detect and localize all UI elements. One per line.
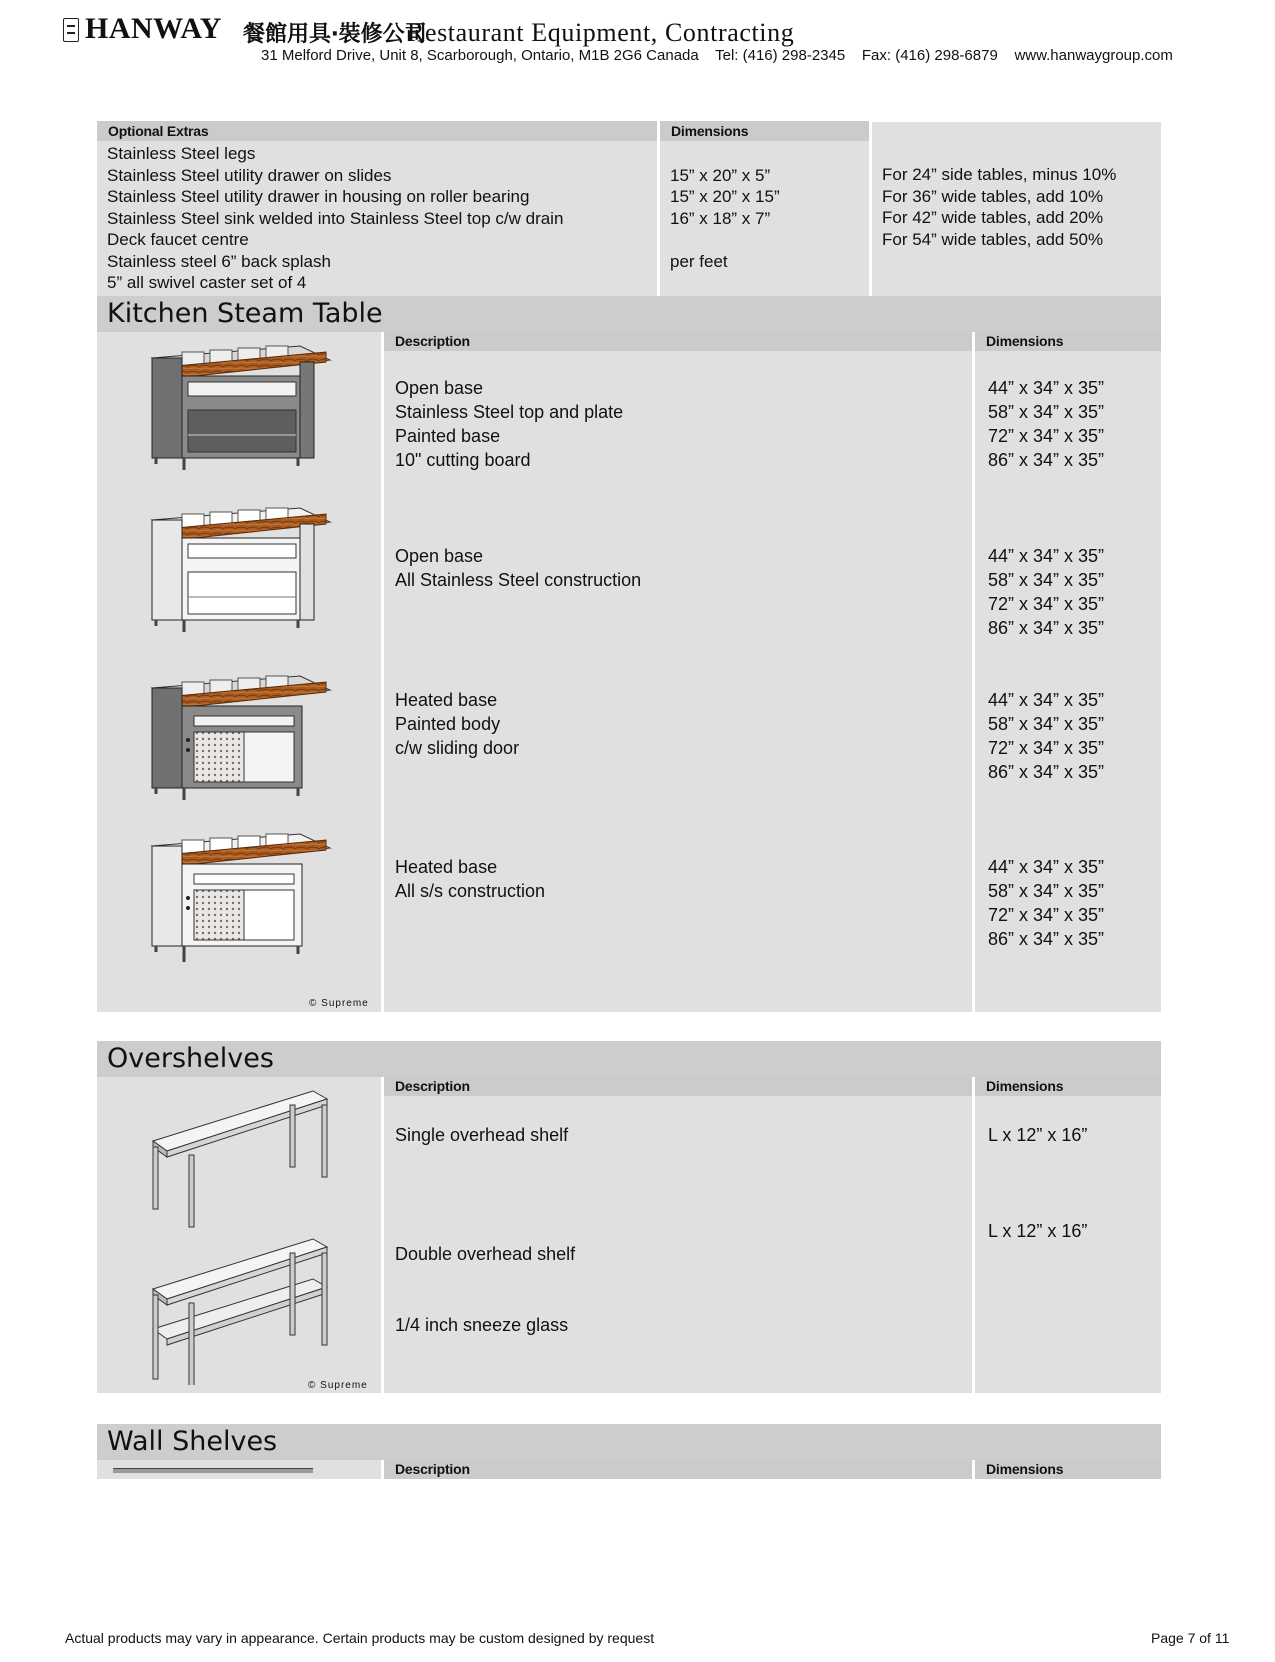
section-title-overshelves: Overshelves — [97, 1041, 1161, 1077]
description-line: Open base — [395, 378, 484, 398]
dimension-value: 86” x 34” x 35” — [988, 450, 1105, 470]
steam-table-row-1-description — [395, 376, 623, 472]
brand-name: HANWAY — [85, 12, 222, 45]
double-overshelf-dimensions: L x 12” x 16” — [988, 1221, 1088, 1241]
pricing-note: For 24” side tables, minus 10% — [882, 165, 1117, 184]
pricing-note: For 54” wide tables, add 50% — [882, 229, 1104, 249]
overshelves-dimensions-header: Dimensions — [975, 1076, 1161, 1096]
dimension-value: 16” x 18” x 7” — [670, 208, 771, 228]
single-overshelf-description: Single overhead shelf — [395, 1125, 569, 1145]
double-overshelf-description: Double overhead shelf — [395, 1244, 576, 1264]
steam-table-row-4-description — [395, 855, 545, 903]
description-line: c/w sliding door — [395, 738, 520, 758]
company-logo-icon — [63, 18, 79, 42]
dimension-value — [670, 143, 780, 165]
image-copyright: © Supreme — [309, 998, 369, 1009]
list-item: Stainless Steel legs — [107, 144, 256, 163]
footer-disclaimer: Actual products may vary in appearance. Certain products may be custom designed by request — [65, 1630, 655, 1646]
letterhead — [63, 14, 1253, 70]
column-divider — [972, 1077, 975, 1393]
description-line: Painted base — [395, 426, 501, 446]
dimension-value: 86” x 34” x 35” — [988, 762, 1105, 782]
dimension-value — [670, 272, 780, 294]
optional-extras-header: Optional Extras — [97, 121, 657, 141]
optional-extras-dimensions — [670, 143, 780, 294]
column-divider — [657, 121, 660, 296]
optional-extras-dimensions-header: Dimensions — [660, 121, 869, 141]
dimension-value: per feet — [670, 251, 728, 271]
dimension-value: 86” x 34” x 35” — [988, 929, 1105, 949]
sneeze-glass-description: 1/4 inch sneeze glass — [395, 1315, 569, 1335]
pricing-note: For 42” wide tables, add 20% — [882, 208, 1104, 227]
description-line: Stainless Steel top and plate — [395, 402, 624, 422]
column-divider — [869, 121, 872, 296]
dimension-value: 44” x 34” x 35” — [988, 690, 1105, 710]
dimension-value: 72” x 34” x 35” — [988, 426, 1105, 446]
description-line: 10" cutting board — [395, 450, 531, 470]
steam-table-description-header: Description — [384, 331, 972, 351]
dimension-value: 58” x 34” x 35” — [988, 402, 1105, 422]
steam-table-heated-stainless-image — [152, 834, 330, 962]
dimension-value: 15” x 20” x 5” — [670, 165, 771, 185]
steam-table-open-stainless-image — [152, 508, 330, 632]
steam-table-row-2-dimensions — [988, 544, 1104, 640]
description-line: Heated base — [395, 690, 498, 710]
steam-table-heated-painted-image — [152, 676, 330, 800]
overshelves-description-header: Description — [384, 1076, 972, 1096]
page-number: Page 7 of 11 — [1151, 1630, 1230, 1646]
steam-table-row-2-description — [395, 544, 641, 592]
contact-address: 31 Melford Drive, Unit 8, Scarborough, Ontario, M1B 2G6 Canada Tel: (416) 298-2345 Fax: (416) 298-6879 www.hanwaygroup.com — [261, 47, 1173, 64]
dimension-value: 86” x 34” x 35” — [988, 618, 1105, 638]
dimension-value: 72” x 34” x 35” — [988, 905, 1105, 925]
description-line: Painted body — [395, 714, 501, 734]
optional-extras-notes — [882, 164, 1116, 250]
wall-shelves-description-header: Description — [384, 1459, 972, 1479]
list-item: Stainless Steel utility drawer in housing on roller bearing — [107, 187, 530, 206]
dimension-value: 58” x 34” x 35” — [988, 714, 1105, 734]
dimension-value: 44” x 34” x 35” — [988, 546, 1105, 566]
double-overshelf-image — [153, 1239, 327, 1385]
brand-tagline: Restaurant Equipment, Contracting — [407, 18, 795, 47]
section-title-wall-shelves: Wall Shelves — [97, 1424, 1161, 1460]
brand-chinese-name: 餐館用具‧裝修公司 — [243, 22, 427, 47]
description-line: Open base — [395, 546, 484, 566]
dimension-value: 44” x 34” x 35” — [988, 857, 1105, 877]
steam-table-row-3-description — [395, 688, 519, 760]
single-overshelf-image — [153, 1091, 327, 1227]
dimension-value: 72” x 34” x 35” — [988, 738, 1105, 758]
steam-table-dimensions-header: Dimensions — [975, 331, 1161, 351]
wall-shelves-dimensions-header: Dimensions — [975, 1459, 1161, 1479]
section-title-kitchen-steam-table: Kitchen Steam Table — [97, 296, 1161, 332]
list-item: Stainless Steel sink welded into Stainless Steel top c/w drain — [107, 208, 564, 228]
list-item: Stainless steel 6” back splash — [107, 251, 331, 271]
dimension-value: 72” x 34” x 35” — [988, 594, 1105, 614]
optional-extras-list — [107, 143, 563, 294]
steam-table-row-4-dimensions — [988, 855, 1104, 951]
pricing-note: For 36” wide tables, add 10% — [882, 186, 1104, 206]
list-item: Stainless Steel utility drawer on slides — [107, 165, 392, 185]
single-overshelf-dimensions: L x 12” x 16” — [988, 1125, 1088, 1145]
column-divider — [972, 332, 975, 1012]
description-line: Heated base — [395, 857, 498, 877]
dimension-value: 44” x 34” x 35” — [988, 378, 1105, 398]
dimension-value — [670, 229, 780, 251]
column-divider — [381, 1077, 384, 1393]
list-item: Deck faucet centre — [107, 230, 249, 249]
wall-shelf-image-edge — [113, 1468, 313, 1473]
steam-table-illustrations — [140, 340, 340, 1000]
dimension-value: 58” x 34” x 35” — [988, 570, 1105, 590]
column-divider — [381, 332, 384, 1012]
dimension-value: 15” x 20” x 15” — [670, 187, 780, 206]
steam-table-row-3-dimensions — [988, 688, 1104, 784]
overshelves-illustrations — [145, 1085, 335, 1385]
dimension-value: 58” x 34” x 35” — [988, 881, 1105, 901]
description-line: All s/s construction — [395, 881, 546, 901]
list-item: 5” all swivel caster set of 4 — [107, 273, 307, 292]
steam-table-row-1-dimensions — [988, 376, 1104, 472]
steam-table-open-painted-image — [152, 346, 330, 470]
image-copyright: © Supreme — [308, 1380, 368, 1391]
description-line: All Stainless Steel construction — [395, 570, 642, 590]
